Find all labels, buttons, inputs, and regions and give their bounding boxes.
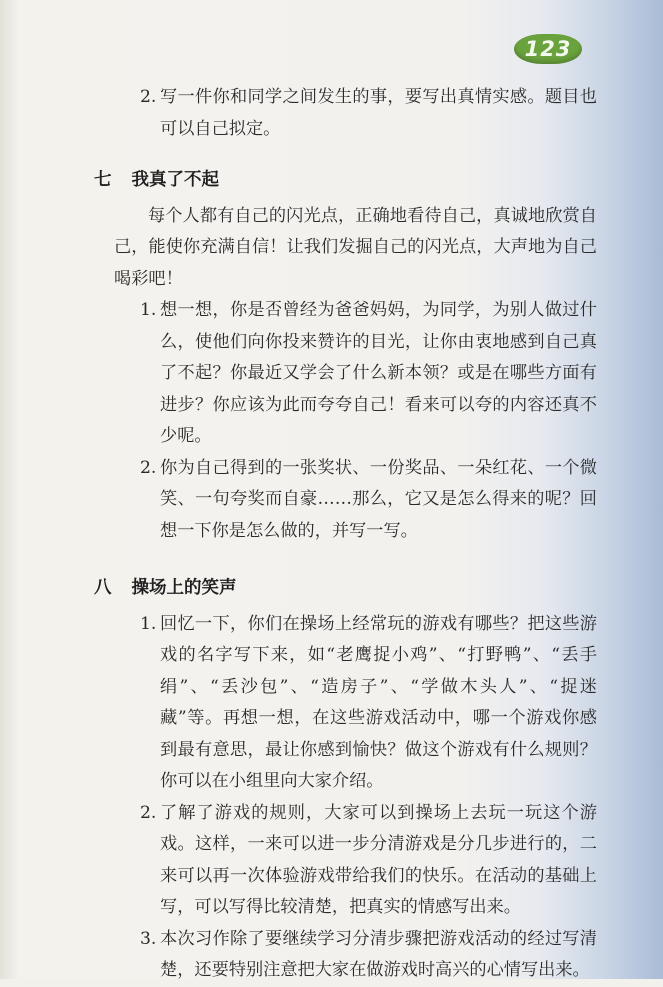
section-title: 我真了不起 [131,170,219,190]
section-title: 操场上的笑声 [131,578,237,598]
section-7-item-1 [92,295,597,453]
item-number: 1. [140,613,157,634]
page-number: 123 [524,37,572,61]
item-number: 1. [140,300,157,320]
section-number: 七 [94,170,112,190]
page-number-badge [514,34,582,64]
section-7-intro: 每个人都有自己的闪光点，正确地看待自己，真诚地欣赏自己，能使你充满自信！让我们发掘自己的闪光点，大声地为自己喝彩吧！ [114,205,597,289]
page-spine-shadow [0,0,18,979]
item-number: 3. [140,928,157,949]
carryover-item [92,82,597,145]
section-number: 八 [94,578,112,598]
item-number: 2. [140,802,157,823]
section-8-item-3 [92,924,597,987]
item-text: 本次习作除了要继续学习分清步骤把游戏活动的经过写清楚，还要特别注意把大家在做游戏时高兴的心情写出来。 [160,928,597,980]
section-8-item-1 [92,609,597,798]
section-8-item-2 [92,798,597,924]
page-content [92,82,597,987]
item-number: 2. [140,457,157,478]
item-text: 你为自己得到的一张奖状、一份奖品、一朵红花、一个微笑、一句夸奖而自豪……那么，它又是怎么得来的呢？回想一下你是怎么做的，并写一写。 [160,457,597,541]
item-text: 了解了游戏的规则，大家可以到操场上去玩一玩这个游戏。这样，一来可以进一步分清游戏是分几步进行的，二来可以再一次体验游戏带给我们的快乐。在活动的基础上写，可以写得比较清楚，把真实的情感写出来。 [160,802,597,917]
item-number: 2. [140,87,157,107]
item-text: 想一想，你是否曾经为爸爸妈妈，为同学，为别人做过什么，使他们向你投来赞许的目光，让你由衷地感到自己真了不起？你最近又学会了什么新本领？或是在哪些方面有进步？你应该为此而夸夸自己！看来可以夸的内容还真不少呢。 [160,300,597,446]
section-heading-8 [92,573,597,605]
item-text: 写一件你和同学之间发生的事，要写出真情实感。题目也可以自己拟定。 [160,87,597,139]
section-heading-7 [92,165,597,197]
section-7-item-2 [92,453,597,548]
item-text: 回忆一下，你们在操场上经常玩的游戏有哪些？把这些游戏的名字写下来，如“老鹰捉小鸡”、“打野鸭”、“丢手绢”、“丢沙包”、“造房子”、“学做木头人”、“捉迷藏”等。再想一想，在这些游戏活动中，哪一个游戏你感到最有意思，最让你感到愉快？做这个游戏有什么规则？你可以在小组里向大家介绍。 [160,613,597,791]
